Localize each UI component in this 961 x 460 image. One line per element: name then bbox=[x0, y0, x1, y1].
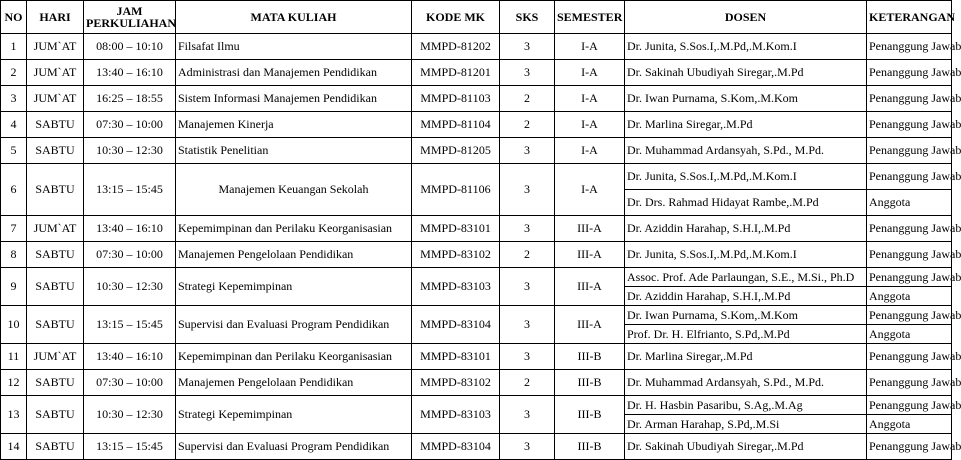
row-keterangan: Penanggung Jawab bbox=[867, 344, 952, 370]
row-keterangan: Anggota bbox=[867, 287, 952, 306]
row-no: 12 bbox=[1, 370, 27, 396]
row-no: 11 bbox=[1, 344, 27, 370]
header-keterangan: KETERANGAN bbox=[867, 1, 952, 34]
row-keterangan: Penanggung Jawab bbox=[867, 396, 952, 415]
row-keterangan: Penanggung Jawab bbox=[867, 164, 952, 190]
row-semester: I-A bbox=[555, 60, 625, 86]
row-mata-kuliah: Manajemen Pengelolaan Pendidikan bbox=[176, 242, 412, 268]
row-semester: I-A bbox=[555, 112, 625, 138]
row-sks: 2 bbox=[500, 370, 555, 396]
row-sks: 3 bbox=[500, 34, 555, 60]
row-sks: 3 bbox=[500, 268, 555, 306]
row-jam: 10:30 – 12:30 bbox=[84, 268, 176, 306]
row-semester: III-A bbox=[555, 242, 625, 268]
row-jam: 08:00 – 10:10 bbox=[84, 34, 176, 60]
row-dosen: Prof. Dr. H. Elfrianto, S.Pd,.M.Pd bbox=[625, 325, 867, 344]
row-jam: 07:30 – 10:00 bbox=[84, 370, 176, 396]
row-jam: 13:40 – 16:10 bbox=[84, 60, 176, 86]
header-no: NO bbox=[1, 1, 27, 34]
row-dosen: Dr. Junita, S.Sos.I,.M.Pd,.M.Kom.I bbox=[625, 164, 867, 190]
header-semester: SEMESTER bbox=[555, 1, 625, 34]
row-kode-mk: MMPD-81104 bbox=[412, 112, 500, 138]
row-no: 8 bbox=[1, 242, 27, 268]
row-hari: SABTU bbox=[27, 268, 84, 306]
row-jam: 10:30 – 12:30 bbox=[84, 138, 176, 164]
row-keterangan: Penanggung Jawab bbox=[867, 86, 952, 112]
row-semester: III-A bbox=[555, 216, 625, 242]
row-sks: 3 bbox=[500, 164, 555, 216]
row-kode-mk: MMPD-83103 bbox=[412, 268, 500, 306]
header-row bbox=[1, 1, 952, 34]
row-kode-mk: MMPD-81106 bbox=[412, 164, 500, 216]
row-dosen: Dr. Aziddin Harahap, S.H.I,.M.Pd bbox=[625, 287, 867, 306]
row-no: 14 bbox=[1, 434, 27, 460]
row-dosen: Dr. Muhammad Ardansyah, S.Pd., M.Pd. bbox=[625, 370, 867, 396]
row-keterangan: Penanggung Jawab bbox=[867, 60, 952, 86]
row-sks: 2 bbox=[500, 112, 555, 138]
row-kode-mk: MMPD-81205 bbox=[412, 138, 500, 164]
row-hari: SABTU bbox=[27, 306, 84, 344]
row-dosen: Dr. Arman Harahap, S.Pd,.M.Si bbox=[625, 415, 867, 434]
row-no: 2 bbox=[1, 60, 27, 86]
row-jam: 13:15 – 15:45 bbox=[84, 164, 176, 216]
row-jam: 13:40 – 16:10 bbox=[84, 344, 176, 370]
row-sks: 3 bbox=[500, 138, 555, 164]
row-kode-mk: MMPD-81103 bbox=[412, 86, 500, 112]
row-no: 13 bbox=[1, 396, 27, 434]
header-kode-mk: KODE MK bbox=[412, 1, 500, 34]
table-row bbox=[1, 242, 952, 268]
row-hari: SABTU bbox=[27, 112, 84, 138]
row-kode-mk: MMPD-83101 bbox=[412, 344, 500, 370]
row-hari: SABTU bbox=[27, 242, 84, 268]
row-dosen: Dr. Sakinah Ubudiyah Siregar,.M.Pd bbox=[625, 434, 867, 460]
row-hari: SABTU bbox=[27, 164, 84, 216]
schedule-body bbox=[1, 34, 961, 460]
row-hari: SABTU bbox=[27, 434, 84, 460]
row-keterangan: Penanggung Jawab bbox=[867, 268, 952, 287]
row-dosen: Dr. Marlina Siregar,.M.Pd bbox=[625, 344, 867, 370]
header-sks: SKS bbox=[500, 1, 555, 34]
row-dosen: Assoc. Prof. Ade Parlaungan, S.E., M.Si., Ph.D bbox=[625, 268, 867, 287]
row-jam: 13:15 – 15:45 bbox=[84, 306, 176, 344]
table-row bbox=[1, 344, 952, 370]
row-dosen: Dr. Muhammad Ardansyah, S.Pd., M.Pd. bbox=[625, 138, 867, 164]
row-hari: JUM`AT bbox=[27, 34, 84, 60]
row-hari: JUM`AT bbox=[27, 216, 84, 242]
row-mata-kuliah: Kepemimpinan dan Perilaku Keorganisasian bbox=[176, 216, 412, 242]
row-dosen: Dr. Junita, S.Sos.I,.M.Pd,.M.Kom.I bbox=[625, 34, 867, 60]
row-keterangan: Penanggung Jawab bbox=[867, 306, 952, 325]
row-sks: 2 bbox=[500, 242, 555, 268]
row-jam: 10:30 – 12:30 bbox=[84, 396, 176, 434]
row-mata-kuliah: Supervisi dan Evaluasi Program Pendidikan bbox=[176, 306, 412, 344]
row-mata-kuliah: Filsafat Ilmu bbox=[176, 34, 412, 60]
row-kode-mk: MMPD-81201 bbox=[412, 60, 500, 86]
header-mata-kuliah: MATA KULIAH bbox=[176, 1, 412, 34]
row-hari: SABTU bbox=[27, 370, 84, 396]
row-semester: III-A bbox=[555, 306, 625, 344]
table-row bbox=[1, 268, 952, 287]
table-row bbox=[1, 216, 952, 242]
row-no: 3 bbox=[1, 86, 27, 112]
table-row bbox=[1, 86, 952, 112]
table-row bbox=[1, 370, 952, 396]
row-jam: 07:30 – 10:00 bbox=[84, 242, 176, 268]
row-keterangan: Penanggung Jawab bbox=[867, 370, 952, 396]
row-dosen: Dr. Iwan Purnama, S.Kom,.M.Kom bbox=[625, 86, 867, 112]
row-semester: I-A bbox=[555, 86, 625, 112]
row-no: 10 bbox=[1, 306, 27, 344]
row-jam: 16:25 – 18:55 bbox=[84, 86, 176, 112]
row-sks: 3 bbox=[500, 434, 555, 460]
table-row bbox=[1, 60, 952, 86]
row-keterangan: Penanggung Jawab bbox=[867, 112, 952, 138]
row-no: 6 bbox=[1, 164, 27, 216]
row-no: 7 bbox=[1, 216, 27, 242]
row-mata-kuliah: Administrasi dan Manajemen Pendidikan bbox=[176, 60, 412, 86]
row-kode-mk: MMPD-83102 bbox=[412, 242, 500, 268]
row-keterangan: Anggota bbox=[867, 325, 952, 344]
header-dosen: DOSEN bbox=[625, 1, 867, 34]
row-mata-kuliah: Strategi Kepemimpinan bbox=[176, 396, 412, 434]
row-mata-kuliah: Manajemen Kinerja bbox=[176, 112, 412, 138]
row-dosen: Dr. Marlina Siregar,.M.Pd bbox=[625, 112, 867, 138]
header-jam: JAM PERKULIAHAN bbox=[84, 1, 176, 34]
row-mata-kuliah: Manajemen Pengelolaan Pendidikan bbox=[176, 370, 412, 396]
row-semester: I-A bbox=[555, 138, 625, 164]
row-kode-mk: MMPD-83103 bbox=[412, 396, 500, 434]
table-row bbox=[1, 164, 952, 190]
row-no: 4 bbox=[1, 112, 27, 138]
row-dosen: Dr. Aziddin Harahap, S.H.I,.M.Pd bbox=[625, 216, 867, 242]
row-mata-kuliah: Sistem Informasi Manajemen Pendidikan bbox=[176, 86, 412, 112]
row-hari: SABTU bbox=[27, 138, 84, 164]
row-kode-mk: MMPD-83101 bbox=[412, 216, 500, 242]
table-row bbox=[1, 34, 952, 60]
row-mata-kuliah: Strategi Kepemimpinan bbox=[176, 268, 412, 306]
row-no: 1 bbox=[1, 34, 27, 60]
row-sks: 3 bbox=[500, 216, 555, 242]
row-hari: JUM`AT bbox=[27, 60, 84, 86]
row-sks: 3 bbox=[500, 306, 555, 344]
table-row bbox=[1, 434, 952, 460]
row-semester: III-B bbox=[555, 370, 625, 396]
row-semester: III-A bbox=[555, 268, 625, 306]
row-sks: 3 bbox=[500, 344, 555, 370]
table-row bbox=[1, 112, 952, 138]
row-jam: 13:40 – 16:10 bbox=[84, 216, 176, 242]
row-semester: III-B bbox=[555, 344, 625, 370]
row-jam: 13:15 – 15:45 bbox=[84, 434, 176, 460]
table-row bbox=[1, 306, 952, 325]
row-dosen: Dr. Drs. Rahmad Hidayat Rambe,.M.Pd bbox=[625, 190, 867, 216]
row-sks: 2 bbox=[500, 86, 555, 112]
row-keterangan: Penanggung Jawab bbox=[867, 216, 952, 242]
row-keterangan: Penanggung Jawab bbox=[867, 434, 952, 460]
row-kode-mk: MMPD-83104 bbox=[412, 306, 500, 344]
row-mata-kuliah: Supervisi dan Evaluasi Program Pendidikan bbox=[176, 434, 412, 460]
row-semester: I-A bbox=[555, 164, 625, 216]
row-keterangan: Anggota bbox=[867, 190, 952, 216]
row-hari: JUM`AT bbox=[27, 344, 84, 370]
row-mata-kuliah: Statistik Penelitian bbox=[176, 138, 412, 164]
row-keterangan: Penanggung Jawab bbox=[867, 138, 952, 164]
row-semester: III-B bbox=[555, 434, 625, 460]
header-hari: HARI bbox=[27, 1, 84, 34]
table-row bbox=[1, 138, 952, 164]
row-kode-mk: MMPD-81202 bbox=[412, 34, 500, 60]
row-mata-kuliah: Kepemimpinan dan Perilaku Keorganisasian bbox=[176, 344, 412, 370]
row-keterangan: Penanggung Jawab bbox=[867, 34, 952, 60]
row-dosen: Dr. Iwan Purnama, S.Kom,.M.Kom bbox=[625, 306, 867, 325]
row-no: 5 bbox=[1, 138, 27, 164]
row-kode-mk: MMPD-83102 bbox=[412, 370, 500, 396]
row-dosen: Dr. Sakinah Ubudiyah Siregar,.M.Pd bbox=[625, 60, 867, 86]
row-jam: 07:30 – 10:00 bbox=[84, 112, 176, 138]
row-hari: JUM`AT bbox=[27, 86, 84, 112]
row-semester: I-A bbox=[555, 34, 625, 60]
row-mata-kuliah: Manajemen Keuangan Sekolah bbox=[176, 164, 412, 216]
row-dosen: Dr. Junita, S.Sos.I,.M.Pd,.M.Kom.I bbox=[625, 242, 867, 268]
row-sks: 3 bbox=[500, 396, 555, 434]
row-keterangan: Anggota bbox=[867, 415, 952, 434]
row-keterangan: Penanggung Jawab bbox=[867, 242, 952, 268]
row-dosen: Dr. H. Hasbin Pasaribu, S.Ag,.M.Ag bbox=[625, 396, 867, 415]
table-row bbox=[1, 396, 952, 415]
row-hari: SABTU bbox=[27, 396, 84, 434]
row-semester: III-B bbox=[555, 396, 625, 434]
row-sks: 3 bbox=[500, 60, 555, 86]
row-no: 9 bbox=[1, 268, 27, 306]
row-kode-mk: MMPD-83104 bbox=[412, 434, 500, 460]
